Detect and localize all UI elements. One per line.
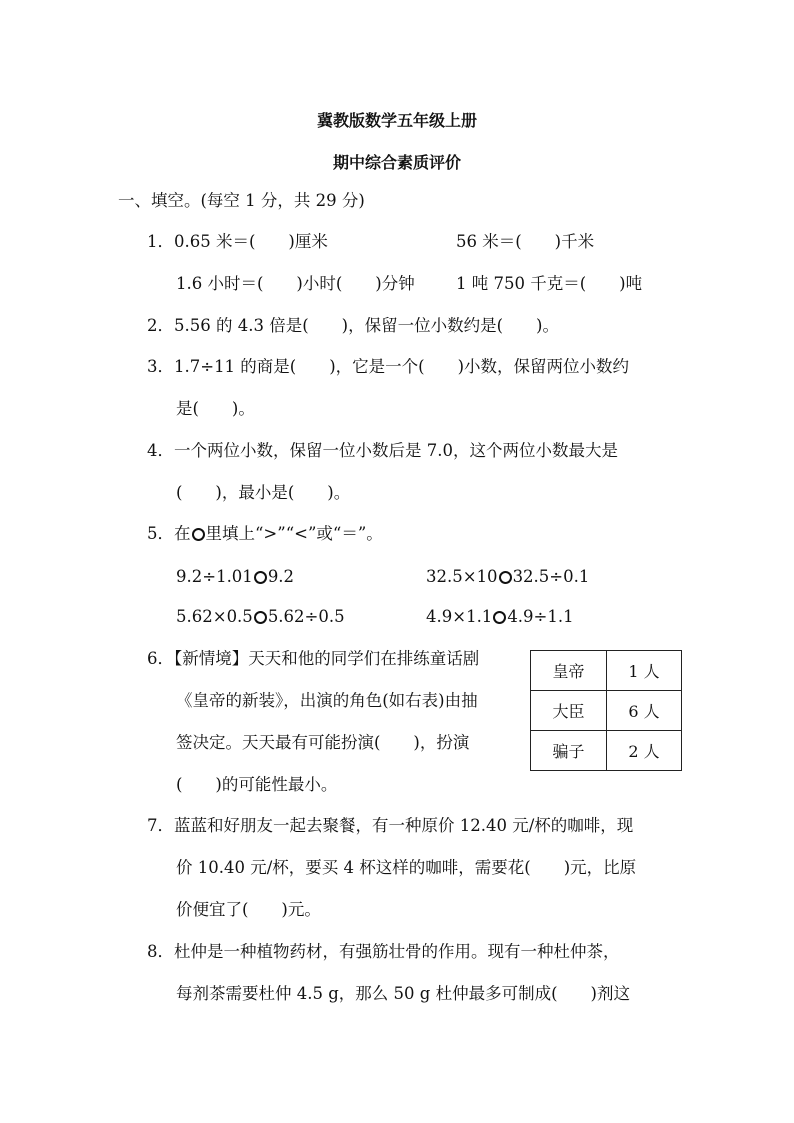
count-cell: 1 人: [607, 651, 682, 691]
question-1-a: 1．0.65 米＝( )厘米: [147, 232, 328, 251]
question-6-line1: 6．【新情境】天天和他的同学们在排练童话剧: [147, 649, 480, 668]
document-subtitle: 期中综合素质评价: [332, 153, 461, 172]
comparison-item: [426, 566, 589, 588]
count-cell: 2 人: [607, 731, 682, 771]
question-6-line3: 签决定。天天最有可能扮演( )，扮演: [176, 733, 470, 752]
comparison-circle-icon: [254, 571, 267, 584]
question-1-d: 1 吨 750 千克＝( )吨: [456, 274, 643, 293]
question-5-instruction: [147, 523, 383, 545]
comparison-item: [176, 606, 345, 628]
document-title: 冀教版数学五年级上册: [316, 111, 477, 130]
comparison-circle-icon: [493, 611, 506, 624]
comparison-right: 9.2: [267, 567, 295, 586]
comparison-circle-icon: [254, 611, 267, 624]
comparison-left: 4.9×1.1: [426, 607, 493, 626]
comparison-left: 9.2÷1.01: [176, 567, 253, 586]
question-4-line1: 4．一个两位小数，保留一位小数后是 7.0，这个两位小数最大是: [147, 441, 618, 460]
question-5-pre: 5．在: [147, 524, 191, 543]
comparison-circle-icon: [192, 528, 205, 541]
question-6-line2: 《皇帝的新装》，出演的角色(如右表)由抽: [176, 691, 478, 710]
question-7-line2: 价 10.40 元/杯，要买 4 杯这样的咖啡，需要花( )元，比原: [176, 858, 637, 877]
role-cell: 皇帝: [531, 651, 607, 691]
question-8-line2: 每剂茶需要杜仲 4.5 g，那么 50 g 杜仲最多可制成( )剂这: [176, 984, 630, 1003]
question-1-b: 56 米＝( )千米: [456, 232, 595, 251]
question-6-line4: ( )的可能性最小。: [176, 775, 338, 794]
question-8-line1: 8．杜仲是一种植物药材，有强筋壮骨的作用。现有一种杜仲茶，: [147, 942, 620, 961]
count-cell: 6 人: [607, 691, 682, 731]
comparison-item: [426, 606, 574, 628]
question-3-line1: 3．1.7÷11 的商是( )，它是一个( )小数，保留两位小数约: [147, 357, 630, 376]
comparison-circle-icon: [499, 571, 512, 584]
question-4-line2: ( )，最小是( )。: [176, 483, 351, 502]
role-table: [530, 650, 682, 771]
role-cell: 大臣: [531, 691, 607, 731]
question-1-c: 1.6 小时＝( )小时( )分钟: [176, 274, 415, 293]
section-heading: 一、填空。(每空 1 分，共 29 分): [118, 191, 365, 210]
comparison-right: 5.62÷0.5: [267, 607, 345, 626]
question-5-post: 里填上“>”“<”或“＝”。: [205, 524, 383, 543]
question-2: 2．5.56 的 4.3 倍是( )，保留一位小数约是( )。: [147, 316, 559, 335]
question-7-line3: 价便宜了( )元。: [176, 900, 321, 919]
comparison-left: 5.62×0.5: [176, 607, 253, 626]
table-row: [531, 731, 682, 771]
comparison-right: 32.5÷0.1: [512, 567, 590, 586]
comparison-right: 4.9÷1.1: [507, 607, 574, 626]
comparison-item: [176, 566, 294, 588]
role-cell: 骗子: [531, 731, 607, 771]
comparison-left: 32.5×10: [426, 567, 498, 586]
question-3-line2: 是( )。: [176, 399, 255, 418]
question-7-line1: 7．蓝蓝和好朋友一起去聚餐，有一种原价 12.40 元/杯的咖啡，现: [147, 816, 634, 835]
table-row: [531, 691, 682, 731]
table-row: [531, 651, 682, 691]
